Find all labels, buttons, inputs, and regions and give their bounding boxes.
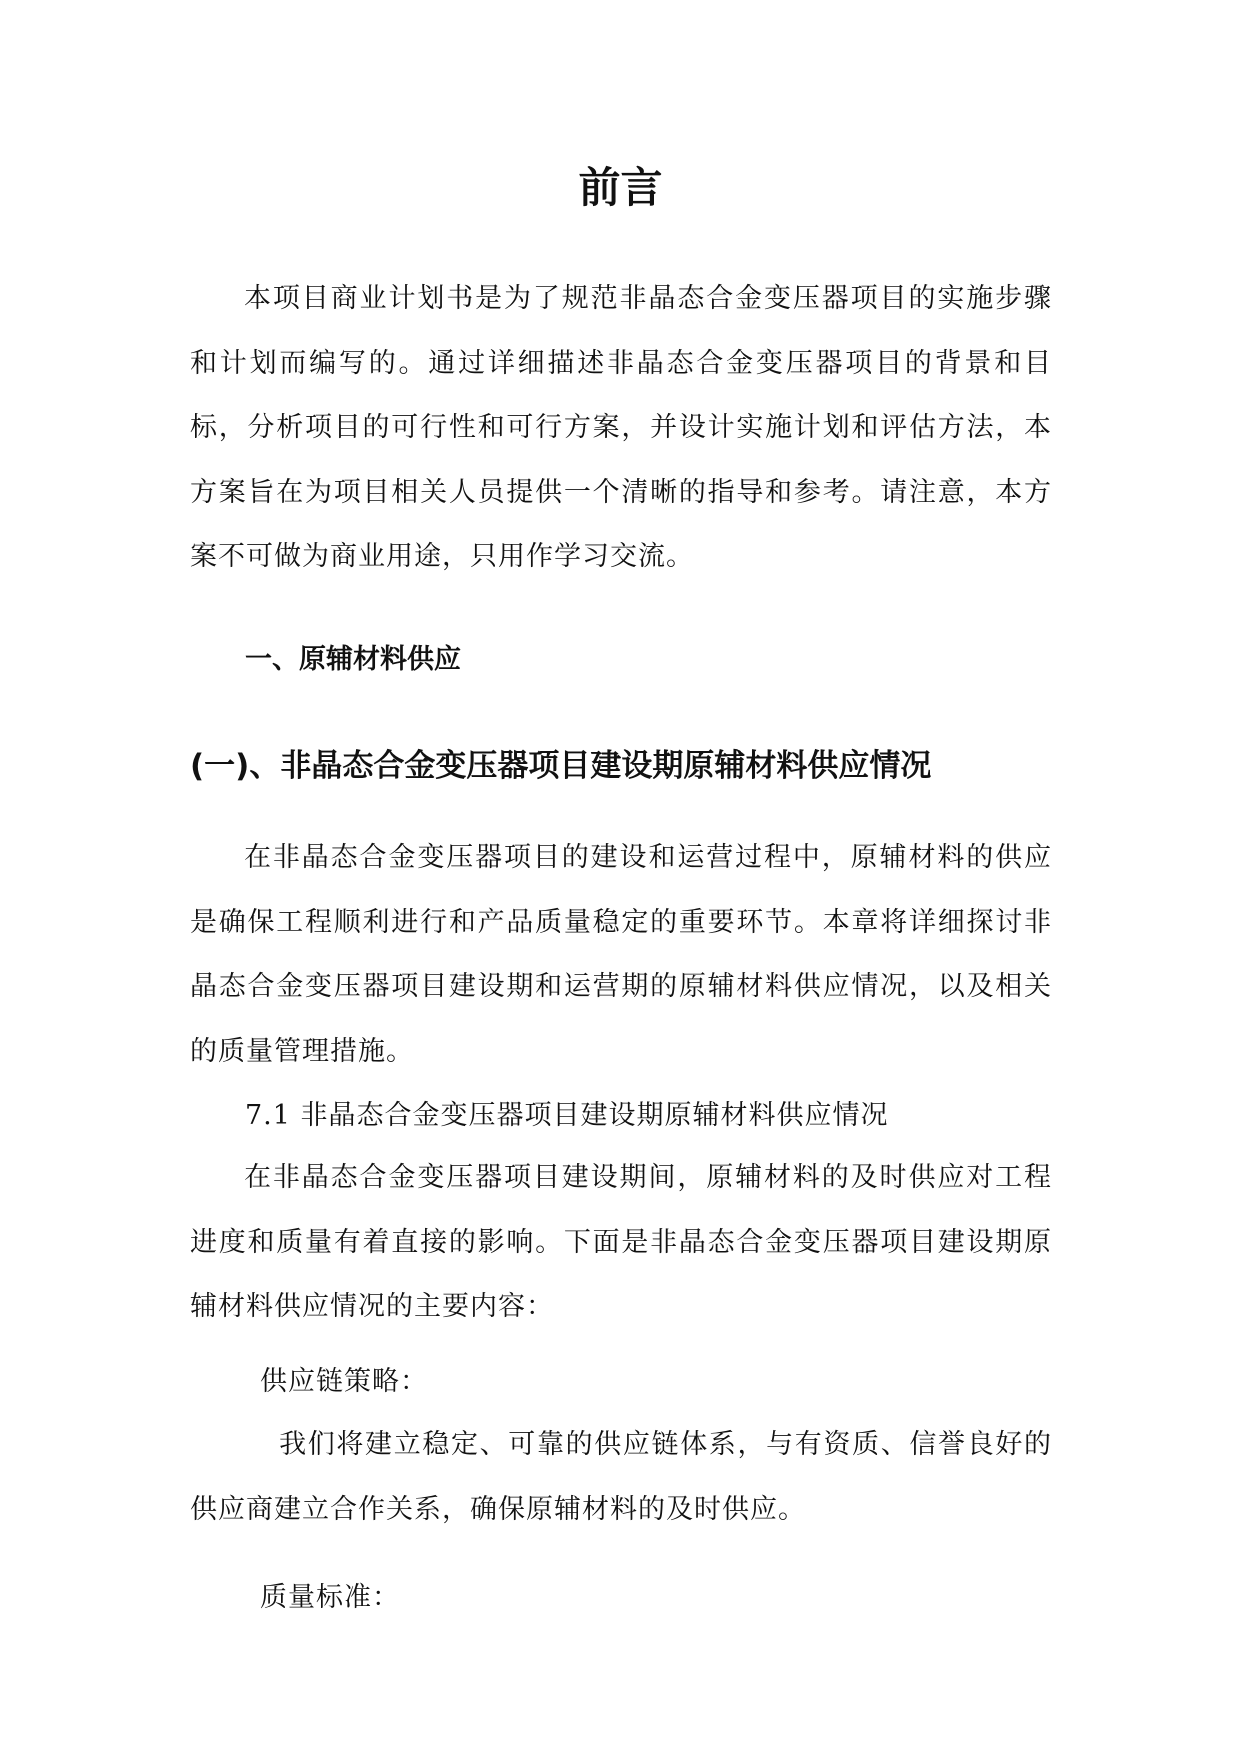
quality-label: 质量标准： [260,1582,400,1613]
page-title: 前言 [578,163,663,212]
supply-chain-paragraph: 我们将建立稳定、可靠的供应链体系，与有资质、信誉良好的供应商建立合作关系，确保原辅材料的及时供应。 [190,1429,1052,1525]
item-7-1: 7.1 非晶态合金变压器项目建设期原辅材料供应情况 [245,1100,889,1131]
supply-chain-label: 供应链策略： [260,1366,428,1397]
body-paragraph: 在非晶态合金变压器项目建设期间，原辅材料的及时供应对工程进度和质量有着直接的影响。下面是非晶态合金变压器项目建设期原辅材料供应情况的主要内容： [190,1162,1052,1322]
subsection-heading: (一)、非晶态合金变压器项目建设期原辅材料供应情况 [190,748,932,784]
body-paragraph: 在非晶态合金变压器项目的建设和运营过程中，原辅材料的供应是确保工程顺利进行和产品质量稳定的重要环节。本章将详细探讨非晶态合金变压器项目建设期和运营期的原辅材料供应情况，以及相关的质量管理措施。 [190,842,1052,1067]
section-heading: 一、原辅材料供应 [245,644,461,675]
intro-paragraph: 本项目商业计划书是为了规范非晶态合金变压器项目的实施步骤和计划而编写的。通过详细描述非晶态合金变压器项目的背景和目标，分析项目的可行性和可行方案，并设计实施计划和评估方法，本方案旨在为项目相关人员提供一个清晰的指导和参考。请注意，本方案不可做为商业用途，只用作学习交流。 [190,283,1052,572]
